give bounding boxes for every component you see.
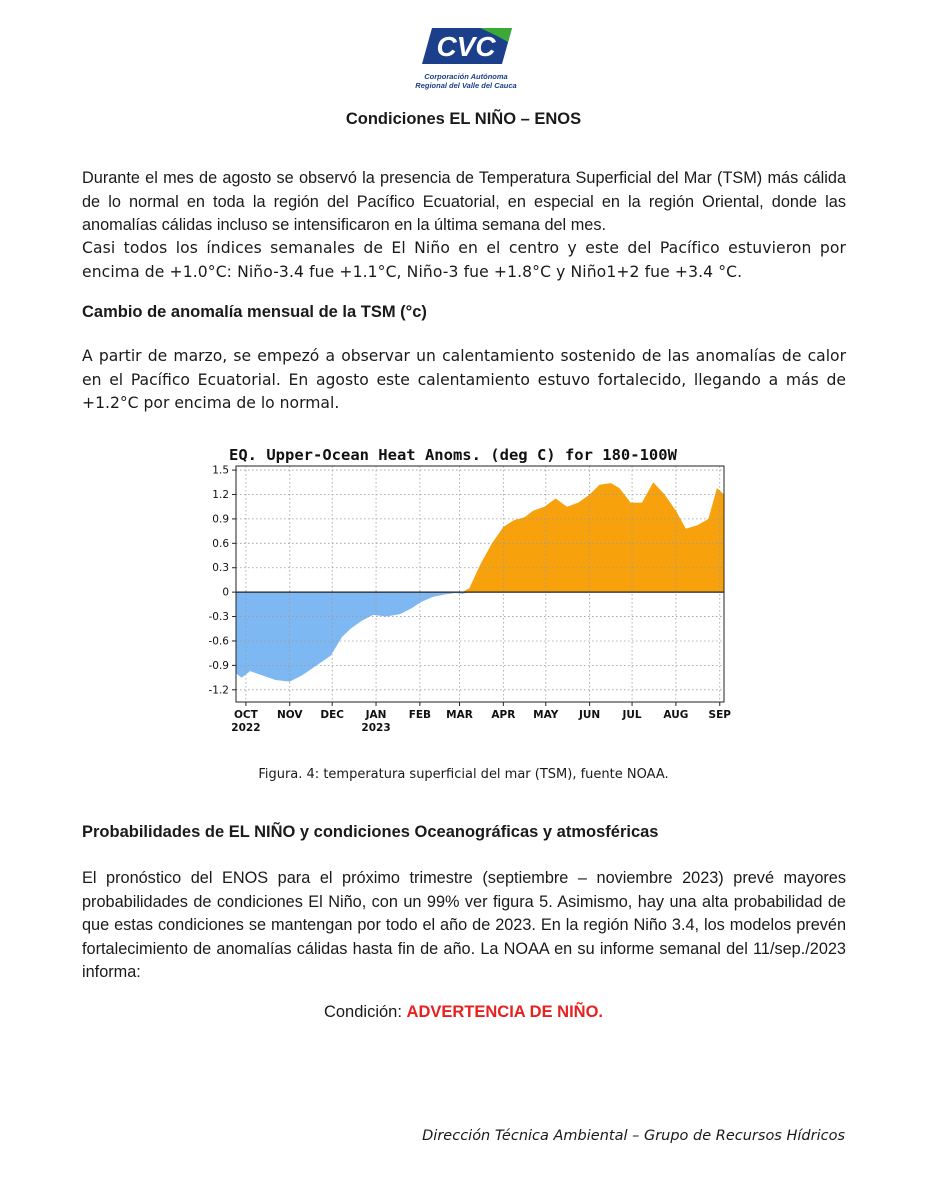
chart-svg [196,436,736,746]
anomaly-paragraph: A partir de marzo, se empezó a observar un calentamiento sostenido de las anomalías de calor en el Pacífico Ecuatorial. En agosto este calentamiento estuvo fortalecido, llegando a más de +1.2°C por encima de lo normal. [82,347,846,412]
cvc-logo [414,22,518,100]
x-tick-label: JAN [365,709,387,721]
y-tick-label: -0.6 [208,635,229,648]
logo-subtitle [414,72,518,90]
x-tick-label: DEC [320,709,344,721]
y-tick-label: 1.2 [212,488,229,501]
y-tick-label: 0.6 [212,537,229,550]
section-title-anomaly: Cambio de anomalía mensual de la TSM (°c) [82,303,427,321]
condition-value: ADVERTENCIA DE NIÑO. [406,1003,604,1021]
x-tick-label: MAR [446,709,473,721]
heat-anomaly-chart [196,436,736,746]
cvc-logo-badge [418,24,516,68]
x-tick-label: JUL [622,709,642,721]
x-tick-year-label: 2023 [361,722,391,734]
condition-label: Condición: [323,1003,407,1021]
probabilities-paragraph: El pronóstico del ENOS para el próximo trimestre (septiembre – noviembre 2023) prevé mayores probabilidades de condiciones El Niño, con un 99% ver figura 5. Asimismo, hay una alta probabilidad de que estas condiciones se mantengan por todo el año de 2023. En la región Niño 3.4, los modelos prevén fortalecimiento de anomalías cálidas hasta fin de año. La NOAA en su informe semanal del 11/sep./2023 informa: [82,869,846,981]
y-tick-label: 0.9 [212,513,229,526]
condition-line [0,1003,927,1022]
intro-paragraph: Durante el mes de agosto se observó la presencia de Temperatura Superficial del Mar (TSM) más cálida de lo normal en toda la región del Pacífico Ecuatorial, en especial en la región Oriental, donde las anomalías cálidas incluso se intensificaron en la última semana del mes. [82,169,846,234]
figure-caption: Figura. 4: temperatura superficial del mar (TSM), fuente NOAA. [258,767,669,782]
document-title: Condiciones EL NIÑO – ENOS [345,110,582,128]
section-title-probabilities: Probabilidades de EL NIÑO y condiciones Oceanográficas y atmosféricas [82,823,659,841]
logo-subtitle-line2: Regional del Valle del Cauca [415,81,517,90]
page-footer: Dirección Técnica Ambiental – Grupo de Recursos Hídricos [422,1128,845,1144]
intro-indices-paragraph: Casi todos los índices semanales de El Niño en el centro y este del Pacífico estuvieron por encima de +1.0°C: Niño-3.4 fue +1.1°C, Niño-3 fue +1.8°C y Niño1+2 fue +3.4 °C. [82,239,846,281]
y-tick-label: -1.2 [208,684,229,697]
y-tick-label: 0 [222,586,229,599]
x-tick-label: SEP [708,709,731,721]
y-tick-label: -0.9 [208,659,229,672]
x-tick-label: NOV [276,709,303,721]
x-tick-label: OCT [234,709,258,721]
logo-text: CVC [436,31,496,62]
y-tick-label: -0.3 [208,611,229,624]
x-tick-label: FEB [408,709,432,721]
y-tick-label: 1.5 [212,464,229,477]
x-tick-label: MAY [533,709,559,721]
x-tick-label: AUG [663,709,689,721]
x-tick-year-label: 2022 [231,722,261,734]
y-tick-label: 0.3 [212,562,229,575]
chart-title: EQ. Upper-Ocean Heat Anoms. (deg C) for 180-100W [229,446,677,464]
x-tick-label: APR [491,709,516,721]
x-tick-label: JUN [579,709,601,721]
logo-subtitle-line1: Corporación Autónoma [424,72,508,81]
